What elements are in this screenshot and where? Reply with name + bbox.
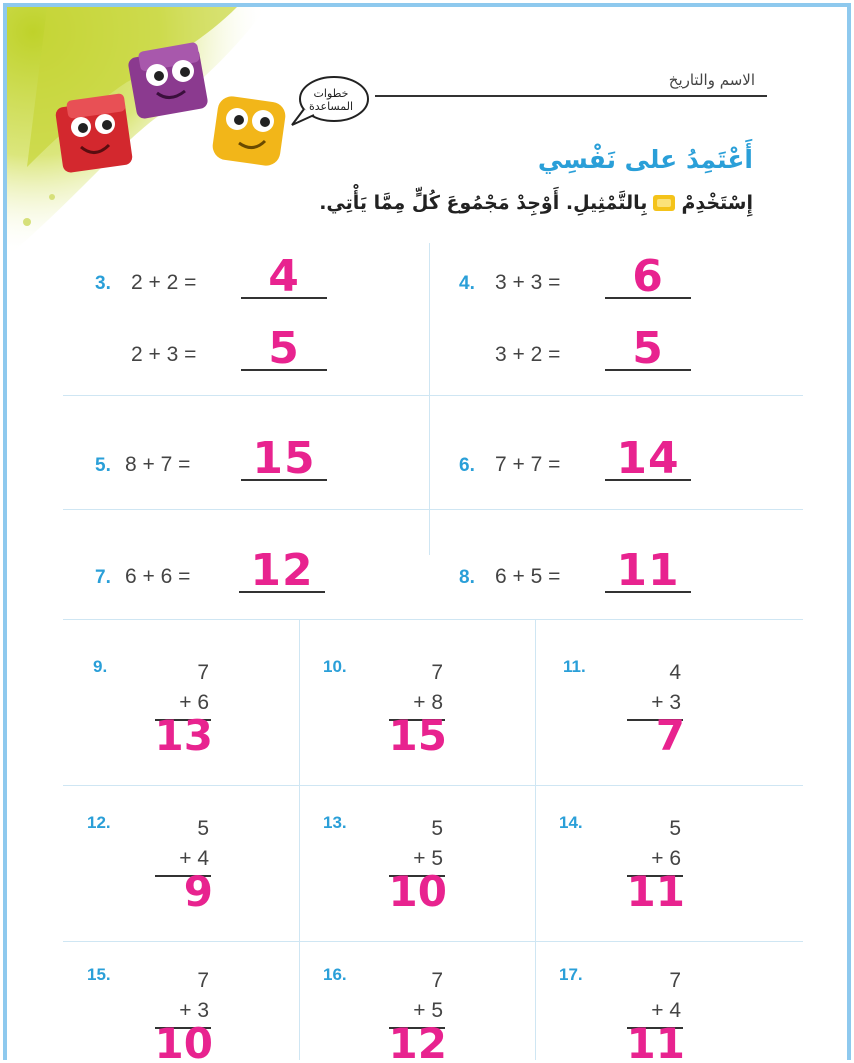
addend-top: 7 bbox=[197, 661, 209, 684]
grid-divider bbox=[63, 395, 803, 396]
worksheet-page bbox=[3, 3, 851, 1060]
problem-number: 14. bbox=[559, 813, 583, 832]
problem-number: 9. bbox=[93, 657, 108, 676]
addend-bottom: + 4 bbox=[179, 847, 209, 870]
problem-number: 4. bbox=[459, 273, 475, 294]
problem-6 bbox=[459, 433, 789, 497]
answer-value: 6 bbox=[632, 251, 664, 302]
addend-top: 5 bbox=[197, 817, 209, 840]
addend-top: 7 bbox=[197, 969, 209, 992]
answer-value: 15 bbox=[388, 711, 447, 760]
yellow-cube-mascot-icon bbox=[211, 95, 287, 168]
addend-bottom: + 6 bbox=[179, 691, 209, 714]
problem-12 bbox=[87, 813, 327, 963]
addend-top: 7 bbox=[431, 969, 443, 992]
addend-top: 5 bbox=[431, 817, 443, 840]
addend-top: 7 bbox=[669, 969, 681, 992]
problem-7 bbox=[95, 545, 425, 609]
problem-number: 3. bbox=[95, 273, 111, 294]
addend-top: 5 bbox=[669, 817, 681, 840]
problem-expression: 2 + 3 = bbox=[131, 343, 197, 366]
problem-number: 7. bbox=[95, 567, 111, 588]
problem-3b bbox=[95, 323, 425, 387]
problem-number: 6. bbox=[459, 455, 475, 476]
problem-number: 17. bbox=[559, 965, 583, 984]
answer-value: 7 bbox=[655, 711, 685, 760]
problem-number: 15. bbox=[87, 965, 111, 984]
answer-value: 4 bbox=[268, 251, 300, 302]
problem-4a bbox=[459, 251, 789, 315]
problem-4b bbox=[459, 323, 789, 387]
instruction-suffix: بِالتَّمْثِيلِ. أَوْجِدْ مَجْمُوعَ كُلٍّ مِمَّا يَأْتِي. bbox=[319, 192, 648, 214]
addend-bottom: + 5 bbox=[413, 999, 443, 1022]
problem-14 bbox=[559, 813, 799, 963]
answer-value: 10 bbox=[388, 867, 447, 916]
problem-expression: 2 + 2 = bbox=[131, 271, 197, 294]
addend-top: 7 bbox=[431, 661, 443, 684]
grid-divider bbox=[63, 619, 803, 620]
speech-bubble-text: خطوات المساعدة bbox=[308, 87, 354, 113]
instruction-prefix: إِسْتَخْدِمْ bbox=[681, 192, 753, 214]
problem-number: 8. bbox=[459, 567, 475, 588]
problem-number: 13. bbox=[323, 813, 347, 832]
answer-value: 11 bbox=[626, 1019, 685, 1060]
problem-expression: 7 + 7 = bbox=[495, 453, 561, 476]
instructions bbox=[319, 192, 753, 214]
problem-number: 10. bbox=[323, 657, 347, 676]
problem-10 bbox=[323, 657, 563, 807]
answer-value: 5 bbox=[268, 323, 300, 374]
answer-value: 14 bbox=[616, 433, 680, 484]
name-date-line[interactable] bbox=[375, 95, 767, 97]
problem-expression: 3 + 3 = bbox=[495, 271, 561, 294]
answer-value: 10 bbox=[154, 1019, 213, 1060]
problem-13 bbox=[323, 813, 563, 963]
addend-bottom: + 5 bbox=[413, 847, 443, 870]
problem-8 bbox=[459, 545, 789, 609]
page-title: أَعْتَمِدُ على نَفْسِي bbox=[537, 145, 753, 174]
addend-bottom: + 4 bbox=[651, 999, 681, 1022]
addend-bottom: + 6 bbox=[651, 847, 681, 870]
answer-value: 13 bbox=[154, 711, 213, 760]
grid-divider bbox=[63, 509, 803, 510]
connecting-cube-icon bbox=[653, 195, 675, 211]
addend-bottom: + 3 bbox=[179, 999, 209, 1022]
problem-expression: 8 + 7 = bbox=[125, 453, 191, 476]
problem-5 bbox=[95, 433, 425, 497]
problem-11 bbox=[563, 657, 803, 807]
problem-number: 5. bbox=[95, 455, 111, 476]
answer-value: 12 bbox=[388, 1019, 447, 1060]
addend-bottom: + 3 bbox=[651, 691, 681, 714]
answer-value: 11 bbox=[626, 867, 685, 916]
answer-value: 5 bbox=[632, 323, 664, 374]
answer-value: 15 bbox=[252, 433, 316, 484]
red-cube-mascot-icon bbox=[55, 93, 134, 173]
answer-value: 12 bbox=[250, 545, 314, 596]
mascot-cubes bbox=[7, 7, 337, 207]
problem-expression: 3 + 2 = bbox=[495, 343, 561, 366]
answer-value: 9 bbox=[183, 867, 213, 916]
name-date-label: الاسم والتاريخ bbox=[668, 71, 755, 89]
problem-3a bbox=[95, 251, 425, 315]
addend-bottom: + 8 bbox=[413, 691, 443, 714]
problem-number: 11. bbox=[563, 657, 586, 676]
problem-number: 12. bbox=[87, 813, 111, 832]
problem-expression: 6 + 6 = bbox=[125, 565, 191, 588]
problem-16 bbox=[323, 965, 563, 1060]
addend-top: 4 bbox=[669, 661, 681, 684]
answer-value: 11 bbox=[616, 545, 680, 596]
problem-17 bbox=[559, 965, 799, 1060]
problem-expression: 6 + 5 = bbox=[495, 565, 561, 588]
purple-cube-mascot-icon bbox=[127, 42, 209, 120]
problem-number: 16. bbox=[323, 965, 347, 984]
problem-9 bbox=[93, 657, 333, 807]
problem-15 bbox=[87, 965, 327, 1060]
